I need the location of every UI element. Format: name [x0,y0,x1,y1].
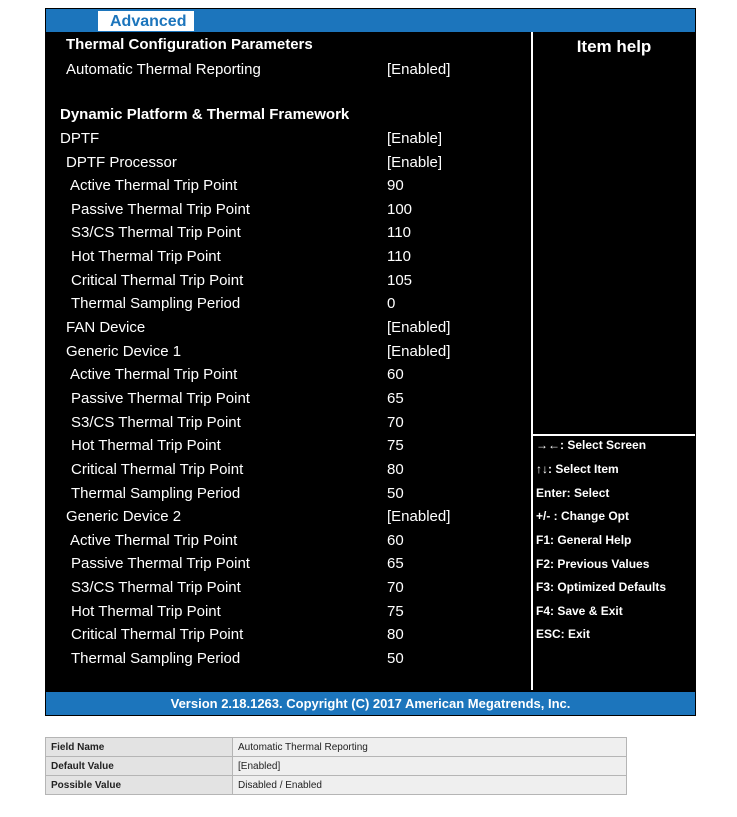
setting-value[interactable]: 65 [387,555,404,572]
key-help-select-item: ↑↓: Select Item [536,462,619,476]
setting-fan-device[interactable]: FAN Device [66,319,146,336]
setting-thermal-sampling-period[interactable]: Thermal Sampling Period [71,295,241,312]
tab-advanced[interactable]: Advanced [98,11,194,31]
section-thermal-config: Thermal Configuration Parameters [66,36,313,53]
setting-thermal-sampling-period[interactable]: Thermal Sampling Period [71,650,241,667]
setting-value[interactable]: 65 [387,390,404,407]
possible-value-value: Disabled / Enabled [233,776,627,795]
setting-value[interactable]: 90 [387,177,404,194]
key-help-f2: F2: Previous Values [536,557,650,571]
setting-hot-trip-point[interactable]: Hot Thermal Trip Point [71,437,221,454]
top-menu-bar [46,9,695,32]
setting-critical-trip-point[interactable]: Critical Thermal Trip Point [71,272,244,289]
setting-active-trip-point[interactable]: Active Thermal Trip Point [70,366,238,383]
table-row [46,757,627,776]
key-help-select-screen: →←: Select Screen [536,438,647,452]
field-name-value: Automatic Thermal Reporting [233,738,627,757]
key-help-enter: Enter: Select [536,486,610,500]
table-row [46,738,627,757]
default-value-label: Default Value [46,757,233,776]
setting-value[interactable]: 60 [387,366,404,383]
key-help-change-opt: +/- : Change Opt [536,509,629,523]
setting-hot-trip-point[interactable]: Hot Thermal Trip Point [71,603,221,620]
key-help-f1: F1: General Help [536,533,632,547]
setting-value[interactable]: [Enabled] [387,343,451,360]
setting-value[interactable]: [Enable] [387,154,443,171]
field-info-table [45,737,627,795]
setting-hot-trip-point[interactable]: Hot Thermal Trip Point [71,248,221,265]
setting-critical-trip-point[interactable]: Critical Thermal Trip Point [71,626,244,643]
setting-value[interactable]: 110 [387,224,411,241]
setting-value[interactable]: 80 [387,626,404,643]
setting-value[interactable]: [Enabled] [387,319,451,336]
setting-value[interactable]: [Enabled] [387,61,451,78]
setting-dptf-processor[interactable]: DPTF Processor [66,154,177,171]
setting-passive-trip-point[interactable]: Passive Thermal Trip Point [71,201,250,218]
key-help-esc: ESC: Exit [536,627,591,641]
setting-active-trip-point[interactable]: Active Thermal Trip Point [70,177,238,194]
help-divider [533,434,695,436]
setting-automatic-thermal-reporting[interactable]: Automatic Thermal Reporting [66,61,261,78]
setting-value[interactable]: 110 [387,248,411,265]
bios-setup-screen [45,8,696,716]
section-dptf: Dynamic Platform & Thermal Framework [60,106,350,123]
setting-s3cs-trip-point[interactable]: S3/CS Thermal Trip Point [71,414,241,431]
version-footer: Version 2.18.1263. Copyright (C) 2017 American Megatrends, Inc. [46,692,695,715]
setting-value[interactable]: 50 [387,650,404,667]
setting-generic-device-2[interactable]: Generic Device 2 [66,508,182,525]
setting-value[interactable]: 70 [387,414,404,431]
setting-s3cs-trip-point[interactable]: S3/CS Thermal Trip Point [71,224,241,241]
key-help-f4: F4: Save & Exit [536,604,623,618]
setting-value[interactable]: 60 [387,532,404,549]
table-row [46,776,627,795]
setting-thermal-sampling-period[interactable]: Thermal Sampling Period [71,485,241,502]
setting-value[interactable]: 105 [387,272,413,289]
setting-value[interactable]: 50 [387,485,404,502]
key-help-f3: F3: Optimized Defaults [536,580,667,594]
setting-dptf[interactable]: DPTF [60,130,100,147]
setting-s3cs-trip-point[interactable]: S3/CS Thermal Trip Point [71,579,241,596]
field-name-label: Field Name [46,738,233,757]
setting-passive-trip-point[interactable]: Passive Thermal Trip Point [71,555,250,572]
item-help-title: Item help [576,37,652,56]
setting-generic-device-1[interactable]: Generic Device 1 [66,343,182,360]
setting-passive-trip-point[interactable]: Passive Thermal Trip Point [71,390,250,407]
setting-value[interactable]: 0 [387,295,396,312]
setting-value[interactable]: 100 [387,201,413,218]
setting-value[interactable]: 80 [387,461,404,478]
setting-value[interactable]: 70 [387,579,404,596]
setting-active-trip-point[interactable]: Active Thermal Trip Point [70,532,238,549]
setting-critical-trip-point[interactable]: Critical Thermal Trip Point [71,461,244,478]
panel-divider [531,32,533,690]
setting-value[interactable]: 75 [387,437,404,454]
possible-value-label: Possible Value [46,776,233,795]
setting-value[interactable]: 75 [387,603,404,620]
setting-value[interactable]: [Enabled] [387,508,451,525]
default-value-value: [Enabled] [233,757,627,776]
setting-value[interactable]: [Enable] [387,130,443,147]
